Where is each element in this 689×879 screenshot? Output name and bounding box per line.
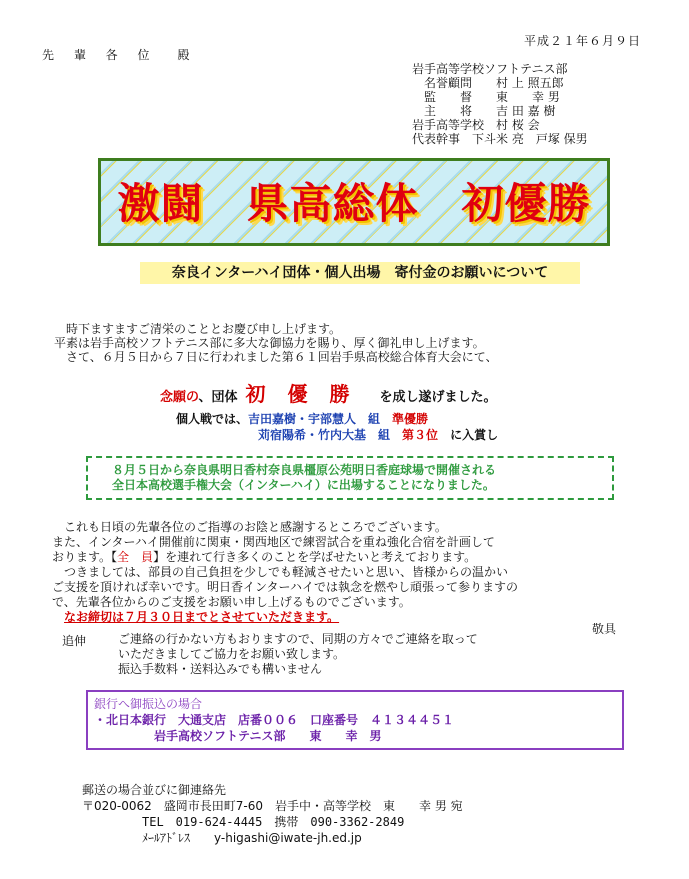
body-line: これも日頃の先輩各位のご指導のお陰と感謝するところでございます。	[52, 520, 447, 534]
individual-label: 個人戦では、	[176, 412, 249, 426]
all-members-emphasis: 全 員	[117, 550, 154, 564]
postscript-label: 追伸	[62, 634, 87, 648]
bank-transfer-box	[86, 690, 624, 750]
body-line: つきましては、部員の自己負担を少しでも軽減させたいと思い、皆様からの温かい	[52, 565, 509, 579]
team-result-win: 初優勝	[245, 382, 372, 406]
postscript-line: いただきましてご協力をお願い致します。	[118, 647, 346, 661]
team-result-suffix: を成し遂げました。	[379, 390, 497, 405]
team-result-mid: 、団体	[198, 390, 238, 405]
intro-paragraph	[54, 322, 498, 364]
contact-block	[82, 782, 463, 846]
intro-line: 時下ますますご清栄のこととお慶び申し上げます。	[54, 322, 342, 336]
intro-line: 平素は岩手高校ソフトテニス部に多大な御協力を賜り、厚く御礼申し上げます。	[54, 336, 485, 350]
closing-word: 敬具	[592, 622, 617, 636]
sender-line: 主 将 吉 田 嘉 樹	[412, 104, 556, 118]
deadline-notice: なお締切は７月３０日までとさせていただきます。	[64, 610, 340, 624]
body-line	[52, 550, 518, 565]
notice-line: 全日本高校選手権大会（インターハイ）に出場することになりました。	[112, 478, 495, 492]
individual-2-names: 苅宿陽希・竹内大基 組	[258, 428, 391, 442]
body-text: 】を連れて行き多くのことを学ばせたいと考えております。	[153, 550, 477, 564]
individual-result-2	[258, 426, 498, 443]
contact-address: 〒020-0062 盛岡市長田町7-60 岩手中・高等学校 東 幸 男 宛	[82, 799, 463, 813]
sender-line: 監 督 東 幸 男	[412, 90, 560, 104]
recipient: 先 輩 各 位 殿	[42, 48, 198, 62]
sender-line: 代表幹事 下斗米 亮 戸塚 保男	[412, 132, 588, 146]
postscript-body	[118, 632, 478, 677]
bank-account-holder: 岩手高校ソフトテニス部 東 幸 男	[154, 729, 382, 743]
contact-phone: TEL 019-624-4445 携帯 090-3362-2849	[142, 815, 405, 829]
individual-1-result: 準優勝	[392, 412, 429, 426]
postscript-line: 振込手数料・送料込みでも構いません	[118, 662, 323, 676]
team-result	[160, 378, 497, 407]
interhigh-notice	[86, 456, 614, 500]
postscript-line: ご連絡の行かない方もおりますので、同期の方々でご連絡を取って	[118, 632, 478, 646]
individual-2-suffix: に入賞し	[450, 428, 499, 442]
individual-result-1	[176, 410, 428, 427]
intro-line: さて、６月５日から７日に行われました第６１回岩手県高校総合体育大会にて、	[54, 350, 498, 364]
sender-line: 岩手高等学校ソフトテニス部	[412, 62, 568, 76]
individual-1-names: 吉田嘉樹・宇部慧人 組	[248, 412, 381, 426]
body-line: また、インターハイ開催前に関東・関西地区で練習試合を重ね強化合宿を計画して	[52, 535, 495, 549]
bank-title: 銀行へ御振込の場合	[94, 697, 203, 711]
contact-email[interactable]: ﾒｰﾙｱﾄﾞﾚｽ y-higashi@iwate-jh.ed.jp	[142, 831, 362, 845]
body-line: で、先輩各位からのご支援をお願い申し上げるものでございます。	[52, 595, 411, 609]
sender-block	[412, 62, 588, 146]
contact-title: 郵送の場合並びに御連絡先	[82, 783, 227, 797]
individual-2-result: 第３位	[402, 428, 439, 442]
headline-banner	[98, 158, 610, 246]
document-date: 平成２１年６月９日	[524, 34, 642, 48]
body-line: ご支援を頂ければ幸いです。明日香インターハイでは執念を燃やし頑張って参りますの	[52, 580, 518, 594]
sender-line: 岩手高等学校 村 桜 会	[412, 118, 540, 132]
team-result-prefix: 念願の	[160, 390, 199, 405]
sender-line: 名誉顧問 村 上 照五郎	[412, 76, 564, 90]
bank-account-line: ・北日本銀行 大通支店 店番００６ 口座番号 ４１３４４５１	[94, 713, 455, 727]
headline-subtitle: 奈良インターハイ団体・個人出場 寄付金のお願いについて	[140, 262, 580, 284]
notice-line: ８月５日から奈良県明日香村奈良県橿原公苑明日香庭球場で開催される	[112, 463, 497, 477]
body-paragraph	[52, 520, 518, 625]
body-text: おります。【	[52, 550, 118, 564]
headline-title: 激闘 県高総体 初優勝	[117, 179, 591, 228]
